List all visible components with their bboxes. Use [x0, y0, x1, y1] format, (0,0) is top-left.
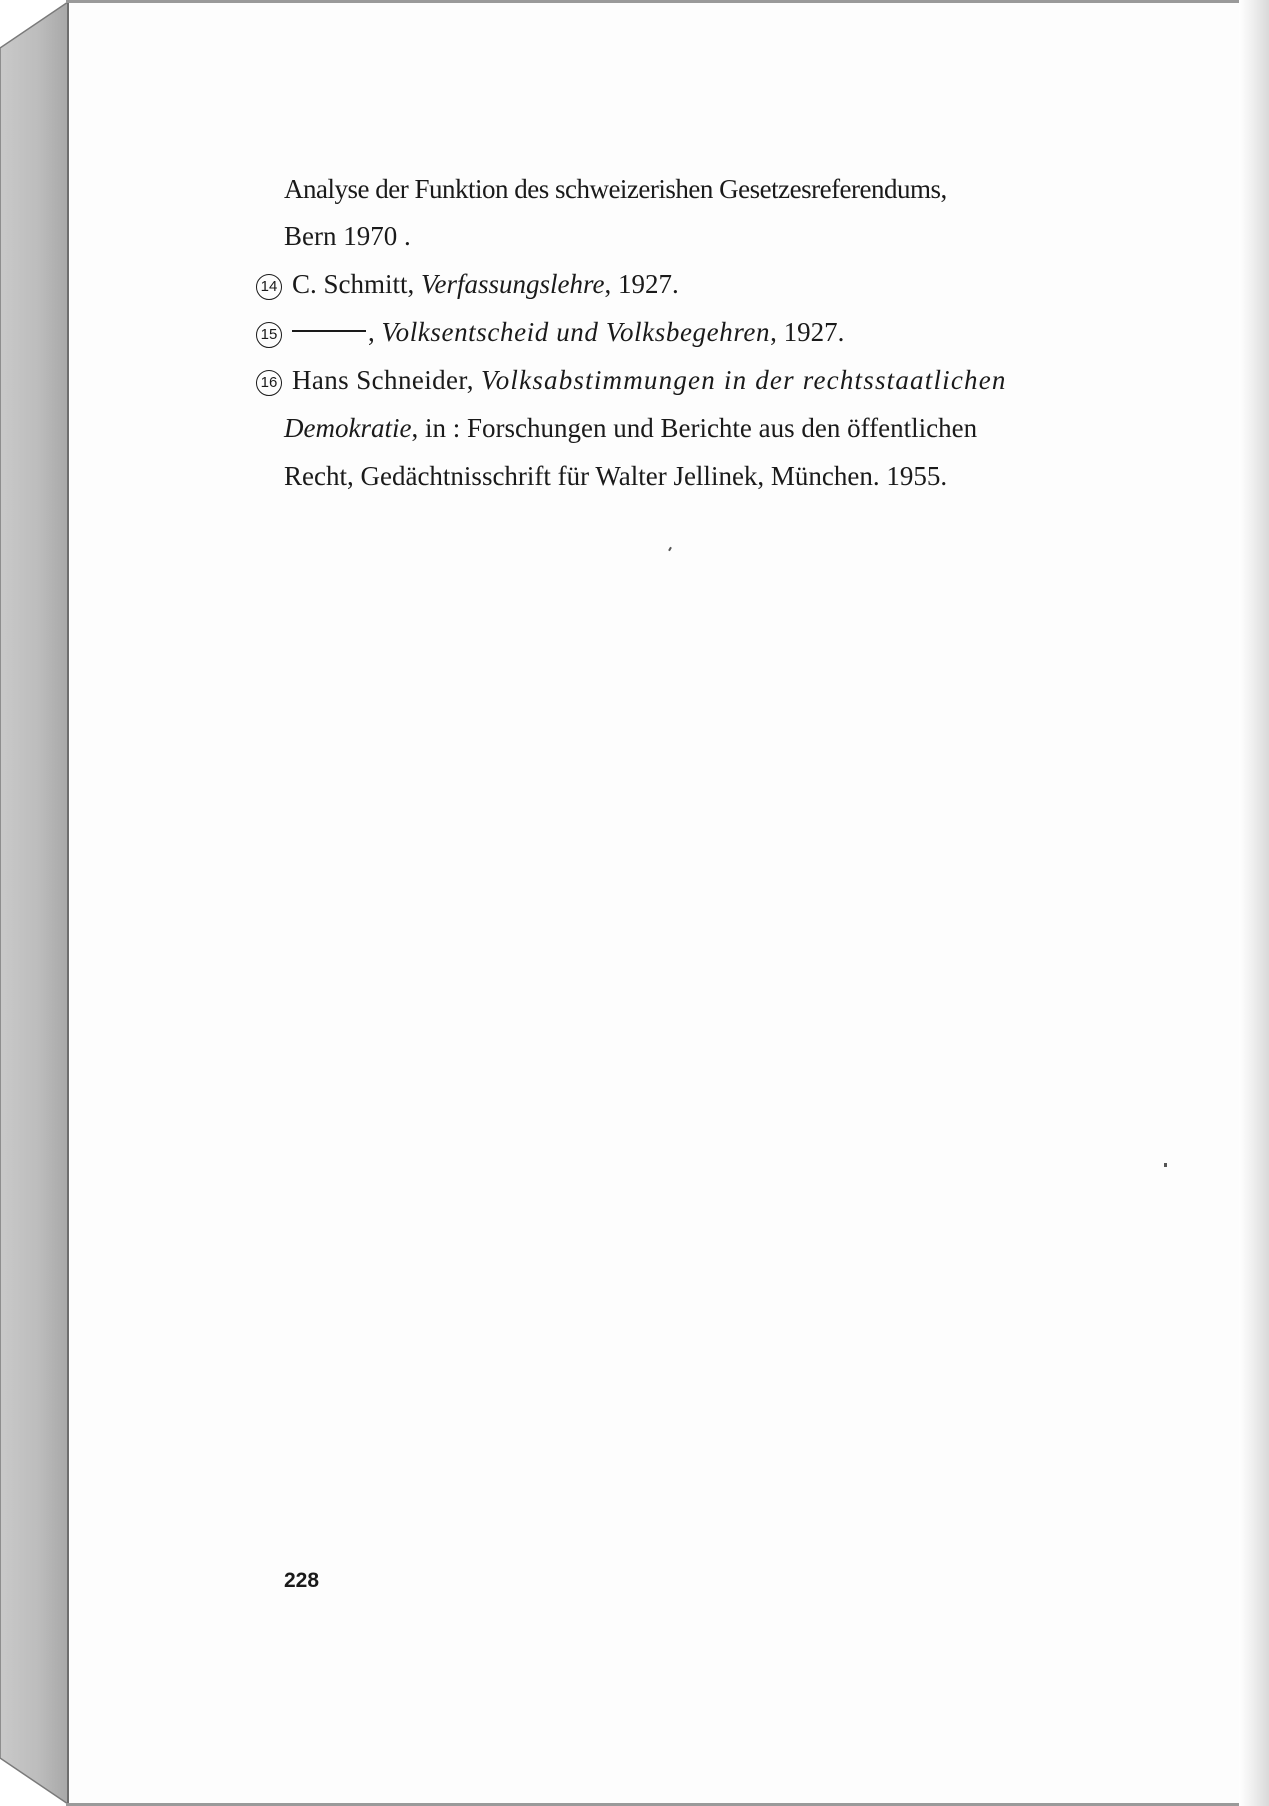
scan-speck [1164, 1163, 1167, 1167]
footnote-text: Recht, Gedächtnisschrift für Walter Jellinek, München. 1955. [284, 461, 948, 491]
footnote-14 [256, 269, 679, 300]
footnote-line-continuation [284, 221, 411, 251]
footnote-line-continuation [284, 174, 947, 204]
footnote-text: Bern 1970 . [284, 221, 411, 251]
ditto-dash [292, 330, 366, 332]
footnote-16 [256, 365, 1007, 396]
footnote-marker: 15 [256, 322, 282, 348]
footnote-16-continued [284, 413, 977, 443]
footnote-marker: 14 [256, 274, 282, 300]
footnote-text: , [368, 317, 382, 347]
footnote-15 [256, 317, 844, 348]
footnote-marker: 16 [256, 370, 282, 396]
footnote-title: Demokratie [284, 413, 412, 443]
footnote-text: Hans Schneider, [292, 365, 482, 395]
footnote-title: Volksabstimmungen in der rechtsstaatlichen [481, 365, 1007, 395]
footnote-16-continued [284, 461, 947, 491]
page-number: 228 [284, 1569, 320, 1592]
footnote-text: C. Schmitt, [292, 269, 422, 299]
book-edge [0, 0, 72, 1806]
footnote-text: , in : Forschungen und Berichte aus den öffentlichen [411, 413, 978, 443]
footnote-title: Verfassungslehre [421, 269, 605, 299]
footnote-title: Volksentscheid und Volksbegehren [381, 317, 771, 347]
footnote-text: , 1927. [770, 317, 845, 347]
footnote-text: , 1927. [604, 269, 679, 299]
footnote-text: Analyse der Funktion des schweizerishen Gesetzesreferendums, [284, 174, 947, 204]
page-right-shadow [1239, 0, 1269, 1806]
